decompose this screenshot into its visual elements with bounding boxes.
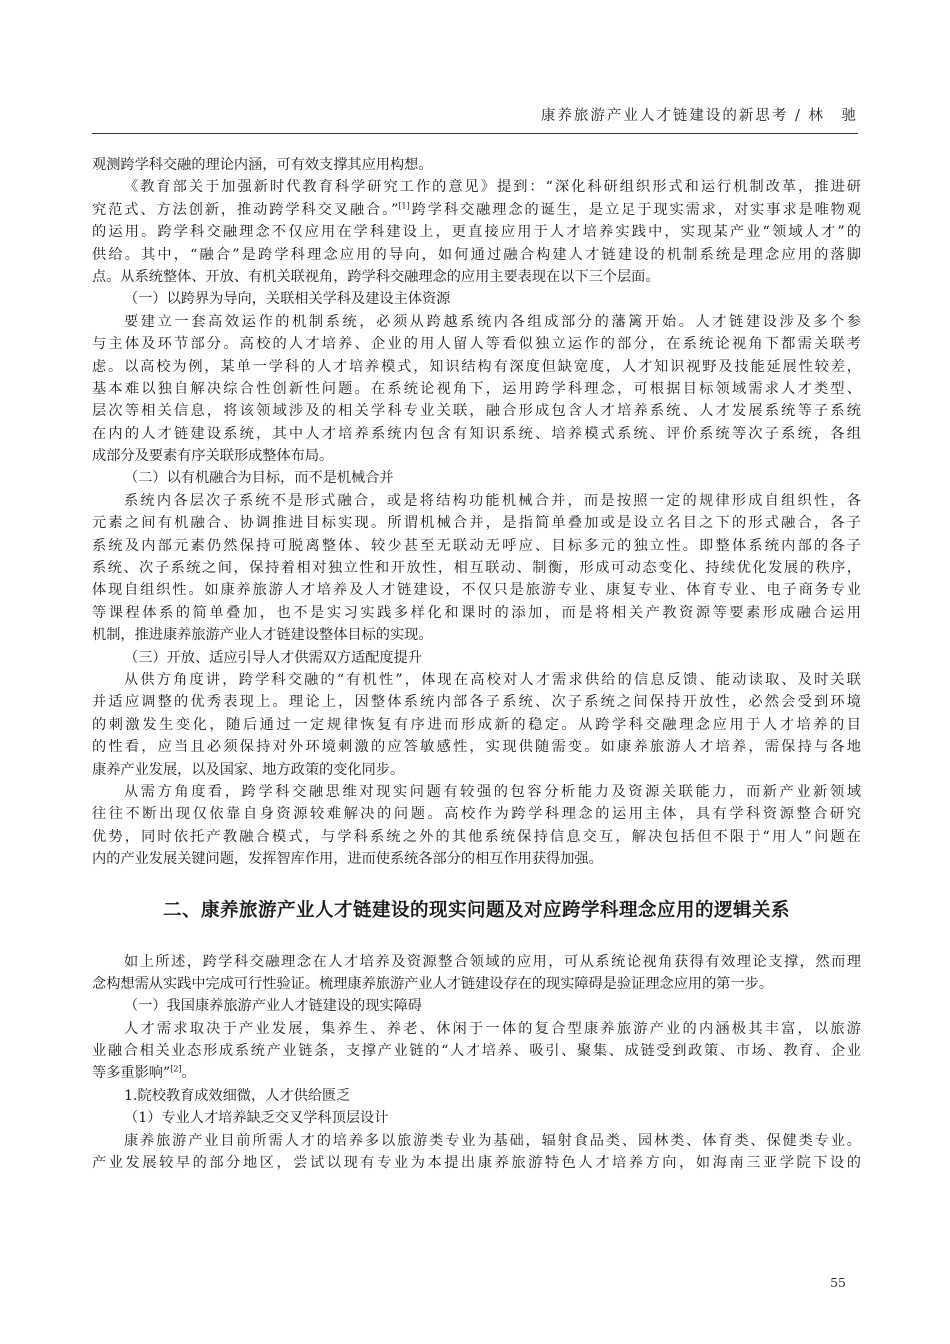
text-line: 系统、次子系统之间，保持着相对独立性和开放性，相互联动、制衡，形成可动态变化、持续优化发展的秩序， bbox=[92, 560, 861, 577]
text-line: 机制，推进康养旅游产业人才链建设整体目标的实现。 bbox=[92, 627, 433, 644]
text-line: 究范式、方法创新，推动跨学科交叉融合。”[1]跨学科交融理念的诞生，是立足于现实需求，对实事求是唯物观 bbox=[92, 201, 861, 218]
text-line: 念构想需从实践中完成可行性验证。梳理康养旅游产业人才链建设存在的现实障碍是验证理念应用的第一步。 bbox=[92, 975, 774, 992]
text-line: 康养产业发展，以及国家、地方政策的变化同步。 bbox=[92, 761, 405, 778]
text-line: 成部分及要素有序关联形成整体布局。 bbox=[92, 448, 334, 465]
text-line: 产业发展较早的部分地区，尝试以现有专业为本提出康养旅游特色人才培养方向，如海南三亚学院下设的 bbox=[92, 1155, 861, 1172]
article-body bbox=[92, 154, 861, 1174]
text-line: 的性看，应当且必须保持对外环境刺激的应答敏感性，实现供随需变。如康养旅游人才培养，需保持与各地 bbox=[92, 739, 861, 756]
text-line: 等多重影响”[2]。 bbox=[92, 1064, 196, 1082]
text-line: 的刺激发生变化，随后通过一定规律恢复有序进而形成新的稳定。从跨学科交融理念应用于人才培养的目 bbox=[92, 716, 861, 733]
text-line: 点。从系统整体、开放、有机关联视角，跨学科交融理念的应用主要表现在以下三个层面。 bbox=[92, 268, 660, 285]
text-line: 供给。其中，“融合”是跨学科理念应用的导向，如何通过融合构建人才链建设的机制系统是理念应用的落脚 bbox=[92, 246, 861, 263]
text-line: 系统内各层次子系统不是形式融合，或是将结构功能机械合并，而是按照一定的规律形成自组织性，各 bbox=[124, 492, 861, 509]
text-line: 虑。以高校为例，某单一学科的人才培养模式，知识结构有深度但缺宽度，人才知识视野及技能延展性较差， bbox=[92, 358, 861, 375]
text-line: 《教育部关于加强新时代教育科学研究工作的意见》提到：“深化科研组织形式和运行机制改革，推进研 bbox=[124, 179, 861, 196]
subsection-heading: （二）以有机融合为目标，而不是机械合并 bbox=[124, 470, 394, 487]
text-line: 往往不断出现仅依靠自身资源较难解决的问题。高校作为跨学科理念的运用主体，具有学科资源整合研究 bbox=[92, 806, 861, 823]
text-line: 业融合相关业态形成系统产业链条，支撑产业链的“人才培养、吸引、聚集、成链受到政策、市场、教育、企业 bbox=[92, 1043, 861, 1060]
text-line: 基本难以独自解决综合性创新性问题。在系统论视角下，运用跨学科理念，可根据目标领域需求人才类型、 bbox=[92, 380, 861, 397]
subsection-heading: （1）专业人才培养缺乏交叉学科顶层设计 bbox=[124, 1110, 389, 1127]
subsection-heading: 1.院校教育成效细微，人才供给匮乏 bbox=[124, 1087, 351, 1104]
subsection-heading: （一）以跨界为导向，关联相关学科及建设主体资源 bbox=[124, 291, 451, 308]
reference-marker: [1] bbox=[398, 201, 410, 211]
text-line: 从需方角度看，跨学科交融思维对现实问题有较强的包容分析能力及资源关联能力，而新产业新领域 bbox=[124, 783, 861, 800]
header-rule bbox=[92, 133, 858, 134]
text-line: 要建立一套高效运作的机制系统，必须从跨越系统内各组成部分的藩篱开始。人才链建设涉及多个参 bbox=[124, 313, 861, 330]
text-line: 层次等相关信息，将该领域涉及的相关学科专业关联，融合形成包含人才培养系统、人才发展系统等子系统 bbox=[92, 403, 861, 420]
section-heading: 二、康养旅游产业人才链建设的现实问题及对应跨学科理念应用的逻辑关系 bbox=[162, 899, 790, 921]
text-line: 系统及内部元素仍然保持可脱离整体、较少甚至无联动无呼应、目标多元的独立性。即整体系统内部的各子 bbox=[92, 537, 861, 554]
text-line: 人才需求取决于产业发展，集养生、养老、休闲于一体的复合型康养旅游产业的内涵极其丰富，以旅游 bbox=[124, 1020, 861, 1037]
reference-marker: [2] bbox=[170, 1064, 182, 1074]
text-line: 从供方角度讲，跨学科交融的“有机性”，体现在高校对人才需求供给的信息反馈、能动读取、及时关联 bbox=[124, 671, 861, 688]
text-line: 如上所述，跨学科交融理念在人才培养及资源整合领域的应用，可从系统论视角获得有效理论支撑，然而理 bbox=[124, 953, 861, 970]
text-line: 优势，同时依托产教融合模式，与学科系统之外的其他系统保持信息交互，解决包括但不限于“用人”问题在 bbox=[92, 828, 861, 845]
page-number: 55 bbox=[830, 1275, 846, 1290]
text-line: 等课程体系的简单叠加，也不是实习实践多样化和课时的添加，而是将相关产教资源等要素形成融合运用 bbox=[92, 604, 861, 621]
text-line: 观测跨学科交融的理论内涵，可有效支撑其应用构想。 bbox=[92, 157, 433, 173]
running-header: 康养旅游产业人才链建设的新思考 / 林 驰 bbox=[540, 108, 858, 124]
text-line: 元素之间有机融合、协调推进目标实现。所谓机械合并，是指简单叠加或是设立名目之下的形式融合，各子 bbox=[92, 515, 861, 532]
text-line: 并适应调整的优秀表现上。理论上，因整体系统内部各子系统、次子系统之间保持开放性，必然会受到环境 bbox=[92, 694, 861, 711]
text-line: 内的产业发展关键问题，发挥智库作用，进而使系统各部分的相互作用获得加强。 bbox=[92, 851, 603, 868]
text-line: 体现自组织性。如康养旅游人才培养及人才链建设，不仅只是旅游专业、康复专业、体育专业、电子商务专业 bbox=[92, 582, 861, 599]
text-line: 的运用。跨学科交融理念不仅应用在学科建设上，更直接应用于人才培养实践中，实现某产业“领域人才”的 bbox=[92, 224, 861, 241]
text-line: 康养旅游产业目前所需人才的培养多以旅游类专业为基础，辐射食品类、园林类、体育类、保健类专业。 bbox=[124, 1132, 861, 1149]
subsection-heading: （一）我国康养旅游产业人才链建设的现实障碍 bbox=[124, 998, 422, 1015]
text-line: 在内的人才链建设系统，其中人才培养系统内包含有知识系统、培养模式系统、评价系统等次子系统，各组 bbox=[92, 425, 861, 442]
text-line: 与主体及环节部分。高校的人才培养、企业的用人留人等看似独立运作的部分，在系统论视角下都需关联考 bbox=[92, 336, 861, 353]
subsection-heading: （三）开放、适应引导人才供需双方适配度提升 bbox=[124, 649, 422, 666]
